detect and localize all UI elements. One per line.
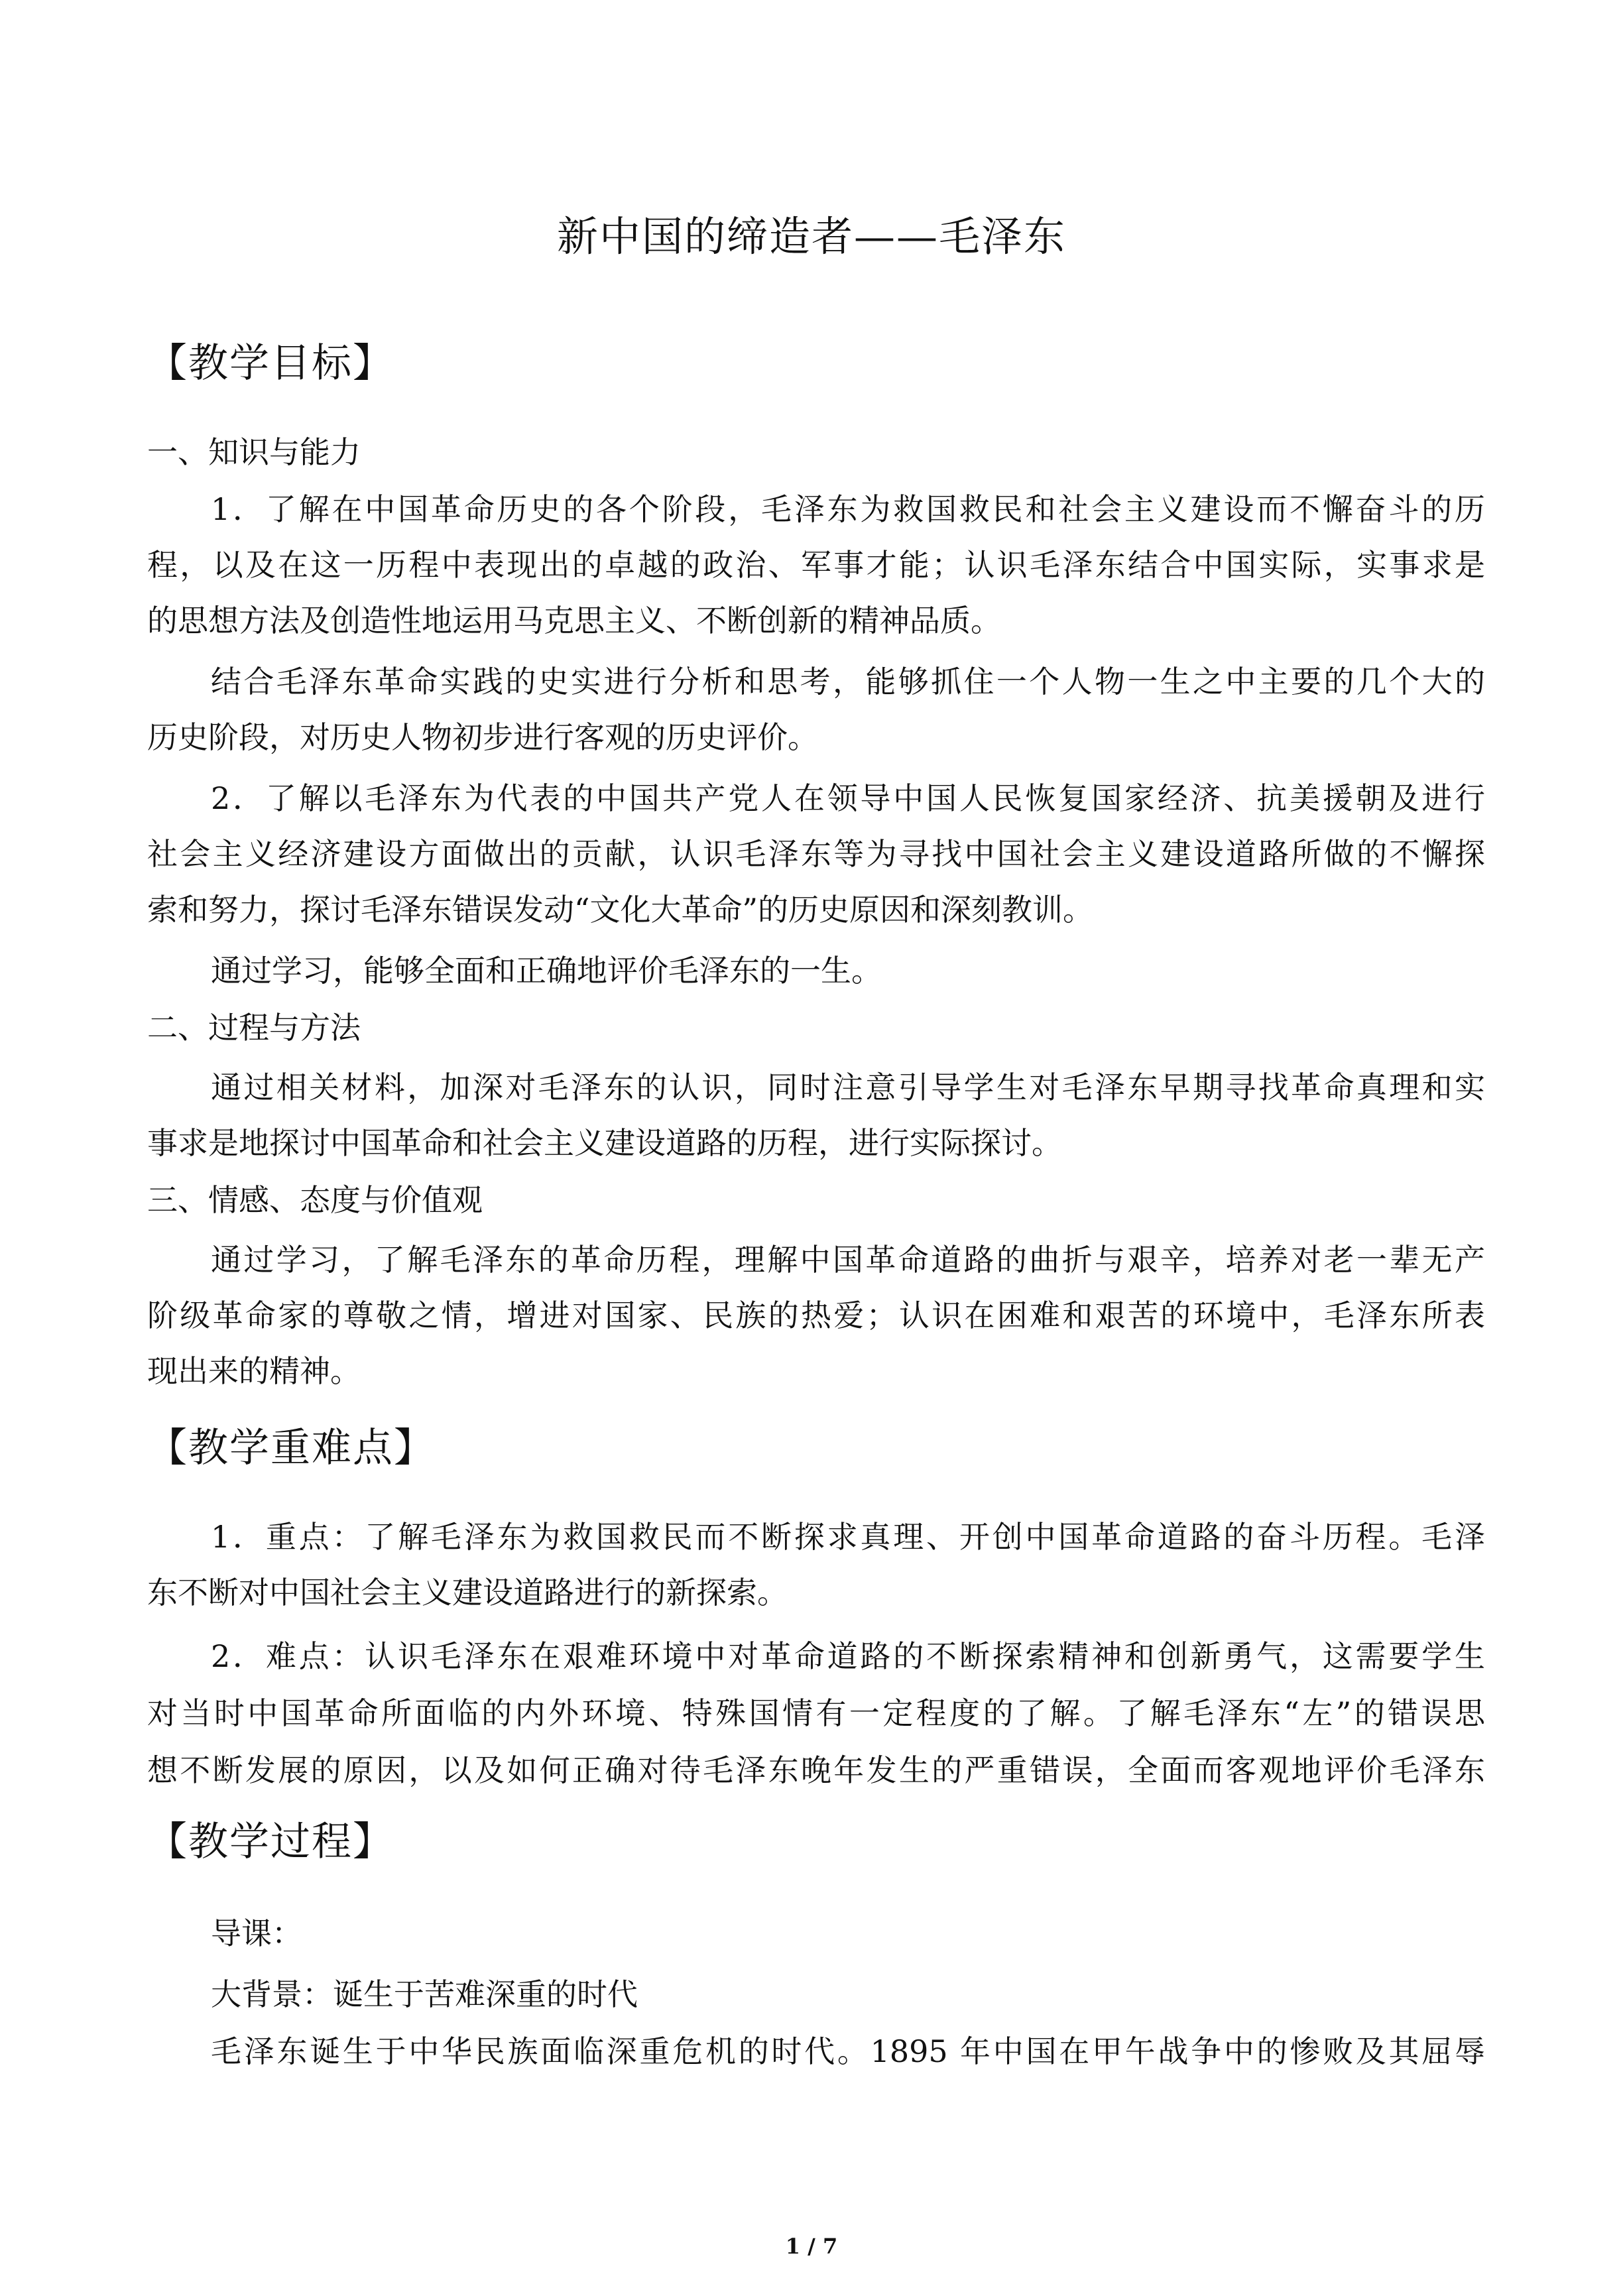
paragraph-line: 通过学习，能够全面和正确地评价毛泽东的一生。 — [211, 953, 882, 989]
subheading-process-method: 二、过程与方法 — [147, 1010, 361, 1046]
paragraph-line: 通过学习，了解毛泽东的革命历程，理解中国革命道路的曲折与艰辛，培养对老一辈无产 — [211, 1242, 1485, 1278]
page-title: 新中国的缔造者——毛泽东 — [556, 212, 1066, 261]
paragraph-line: 想不断发展的原因，以及如何正确对待毛泽东晚年发生的严重错误，全面而客观地评价毛泽东 — [147, 1752, 1485, 1788]
paragraph-line: 2．难点：认识毛泽东在艰难环境中对革命道路的不断探索精神和创新勇气，这需要学生 — [211, 1638, 1485, 1674]
paragraph-line: 索和努力，探讨毛泽东错误发动“文化大革命”的历史原因和深刻教训。 — [147, 892, 1094, 928]
section-heading-process: 【教学过程】 — [147, 1819, 394, 1865]
page-number: 1 / 7 — [785, 2234, 838, 2259]
paragraph-line: 结合毛泽东革命实践的史实进行分析和思考，能够抓住一个人物一生之中主要的几个大的 — [211, 664, 1485, 699]
paragraph-line: 东不断对中国社会主义建设道路进行的新探索。 — [147, 1575, 788, 1610]
section-heading-key-points: 【教学重难点】 — [147, 1425, 435, 1471]
paragraph-line: 通过相关材料，加深对毛泽东的认识，同时注意引导学生对毛泽东早期寻找革命真理和实 — [211, 1069, 1485, 1105]
section-heading-objectives: 【教学目标】 — [147, 340, 394, 387]
paragraph-line: 事求是地探讨中国革命和社会主义建设道路的历程，进行实际探讨。 — [147, 1125, 1062, 1161]
paragraph-line: 导课： — [211, 1915, 302, 1951]
paragraph-line: 对当时中国革命所面临的内外环境、特殊国情有一定程度的了解。了解毛泽东“左”的错误思 — [147, 1695, 1485, 1731]
subheading-emotion-values: 三、情感、态度与价值观 — [147, 1182, 483, 1218]
paragraph-line: 的思想方法及创造性地运用马克思主义、不断创新的精神品质。 — [147, 603, 1001, 638]
paragraph-line: 社会主义经济建设方面做出的贡献，认识毛泽东等为寻找中国社会主义建设道路所做的不懈探 — [147, 836, 1485, 872]
paragraph-line: 大背景：诞生于苦难深重的时代 — [211, 1976, 638, 2012]
paragraph-line: 历史阶段，对历史人物初步进行客观的历史评价。 — [147, 719, 818, 755]
paragraph-line: 阶级革命家的尊敬之情，增进对国家、民族的热爱；认识在困难和艰苦的环境中，毛泽东所表 — [147, 1298, 1485, 1333]
subheading-knowledge-ability: 一、知识与能力 — [147, 434, 361, 470]
paragraph-line: 程，以及在这一历程中表现出的卓越的政治、军事才能；认识毛泽东结合中国实际，实事求是 — [147, 547, 1485, 583]
paragraph-line: 1．重点：了解毛泽东为救国救民而不断探求真理、开创中国革命道路的奋斗历程。毛泽 — [211, 1519, 1485, 1555]
paragraph-line: 现出来的精神。 — [147, 1353, 361, 1389]
paragraph-line: 1．了解在中国革命历史的各个阶段，毛泽东为救国救民和社会主义建设而不懈奋斗的历 — [211, 491, 1485, 527]
paragraph-line: 毛泽东诞生于中华民族面临深重危机的时代。1895 年中国在甲午战争中的惨败及其屈辱 — [211, 2033, 1485, 2069]
paragraph-line: 2．了解以毛泽东为代表的中国共产党人在领导中国人民恢复国家经济、抗美援朝及进行 — [211, 780, 1485, 816]
